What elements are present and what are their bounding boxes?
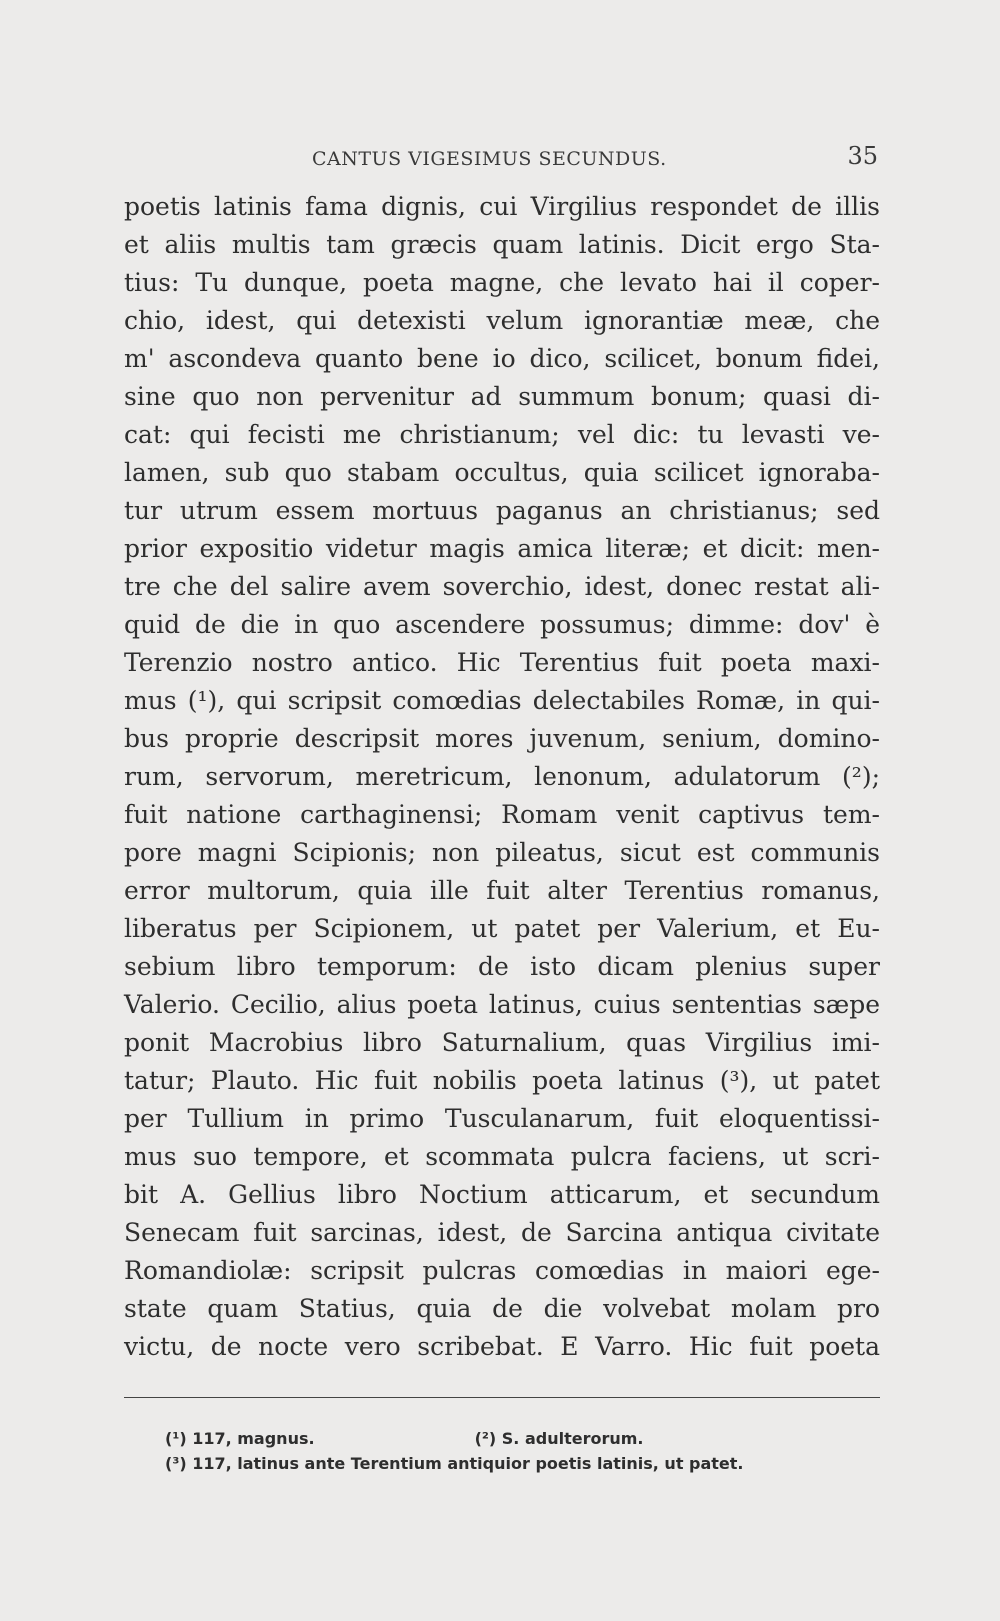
footnote-3: (³) 117, latinus ante Terentium antiquior poetis latinis, ut patet. <box>165 1454 744 1473</box>
text-line: et aliis multis tam græcis quam latinis. Dicit ergo Sta- <box>124 230 880 259</box>
running-title: CANTUS VIGESIMUS SECUNDUS. <box>312 148 667 170</box>
text-line: bus proprie descripsit mores juvenum, senium, domino- <box>124 724 880 753</box>
text-line: error multorum, quia ille fuit alter Terentius romanus, <box>124 876 880 905</box>
text-line: tre che del salire avem soverchio, idest, donec restat ali- <box>124 572 880 601</box>
text-line: poetis latinis fama dignis, cui Virgilius respondet de illis <box>124 192 880 221</box>
footnote-2: (²) S. adulterorum. <box>474 1429 644 1448</box>
footnote-divider <box>124 1397 880 1398</box>
text-line: Romandiolæ: scripsit pulcras comœdias in maiori ege- <box>124 1256 880 1285</box>
text-line: rum, servorum, meretricum, lenonum, adulatorum (²); <box>124 762 880 791</box>
text-line: lamen, sub quo stabam occultus, quia scilicet ignoraba- <box>124 458 880 487</box>
text-line: Senecam fuit sarcinas, idest, de Sarcina antiqua civitate <box>124 1218 880 1247</box>
text-line: tur utrum essem mortuus paganus an christianus; sed <box>124 496 880 525</box>
text-line: ponit Macrobius libro Saturnalium, quas Virgilius imi- <box>124 1028 880 1057</box>
text-line: Terenzio nostro antico. Hic Terentius fuit poeta maxi- <box>124 648 880 677</box>
text-line: victu, de nocte vero scribebat. E Varro. Hic fuit poeta <box>124 1332 880 1361</box>
text-line: pore magni Scipionis; non pileatus, sicut est communis <box>124 838 880 867</box>
page-number: 35 <box>847 142 878 170</box>
footnotes <box>165 1426 865 1476</box>
text-line: sebium libro temporum: de isto dicam plenius super <box>124 952 880 981</box>
text-line: tius: Tu dunque, poeta magne, che levato hai il coper- <box>124 268 880 297</box>
footnote-row <box>165 1426 865 1451</box>
text-line: per Tullium in primo Tusculanarum, fuit eloquentissi- <box>124 1104 880 1133</box>
text-line: prior expositio videtur magis amica literæ; et dicit: men- <box>124 534 880 563</box>
text-line: chio, idest, qui detexisti velum ignorantiæ meæ, che <box>124 306 880 335</box>
text-line: quid de die in quo ascendere possumus; dimme: dov' è <box>124 610 880 639</box>
text-line: sine quo non pervenitur ad summum bonum; quasi di- <box>124 382 880 411</box>
text-line: mus (¹), qui scripsit comœdias delectabiles Romæ, in qui- <box>124 686 880 715</box>
text-line: cat: qui fecisti me christianum; vel dic: tu levasti ve- <box>124 420 880 449</box>
text-line: fuit natione carthaginensi; Romam venit captivus tem- <box>124 800 880 829</box>
footnote-1: (¹) 117, magnus. <box>165 1429 315 1448</box>
text-line: mus suo tempore, et scommata pulcra faciens, ut scri- <box>124 1142 880 1171</box>
running-head <box>122 142 878 178</box>
text-line: tatur; Plauto. Hic fuit nobilis poeta latinus (³), ut patet <box>124 1066 880 1095</box>
footnote-row <box>165 1451 865 1476</box>
text-line: liberatus per Scipionem, ut patet per Valerium, et Eu- <box>124 914 880 943</box>
text-line: bit A. Gellius libro Noctium atticarum, et secundum <box>124 1180 880 1209</box>
text-line: Valerio. Cecilio, alius poeta latinus, cuius sententias sæpe <box>124 990 880 1019</box>
body-text <box>124 188 880 1366</box>
text-line: m' ascondeva quanto bene io dico, scilicet, bonum fidei, <box>124 344 880 373</box>
text-line: state quam Statius, quia de die volvebat molam pro <box>124 1294 880 1323</box>
